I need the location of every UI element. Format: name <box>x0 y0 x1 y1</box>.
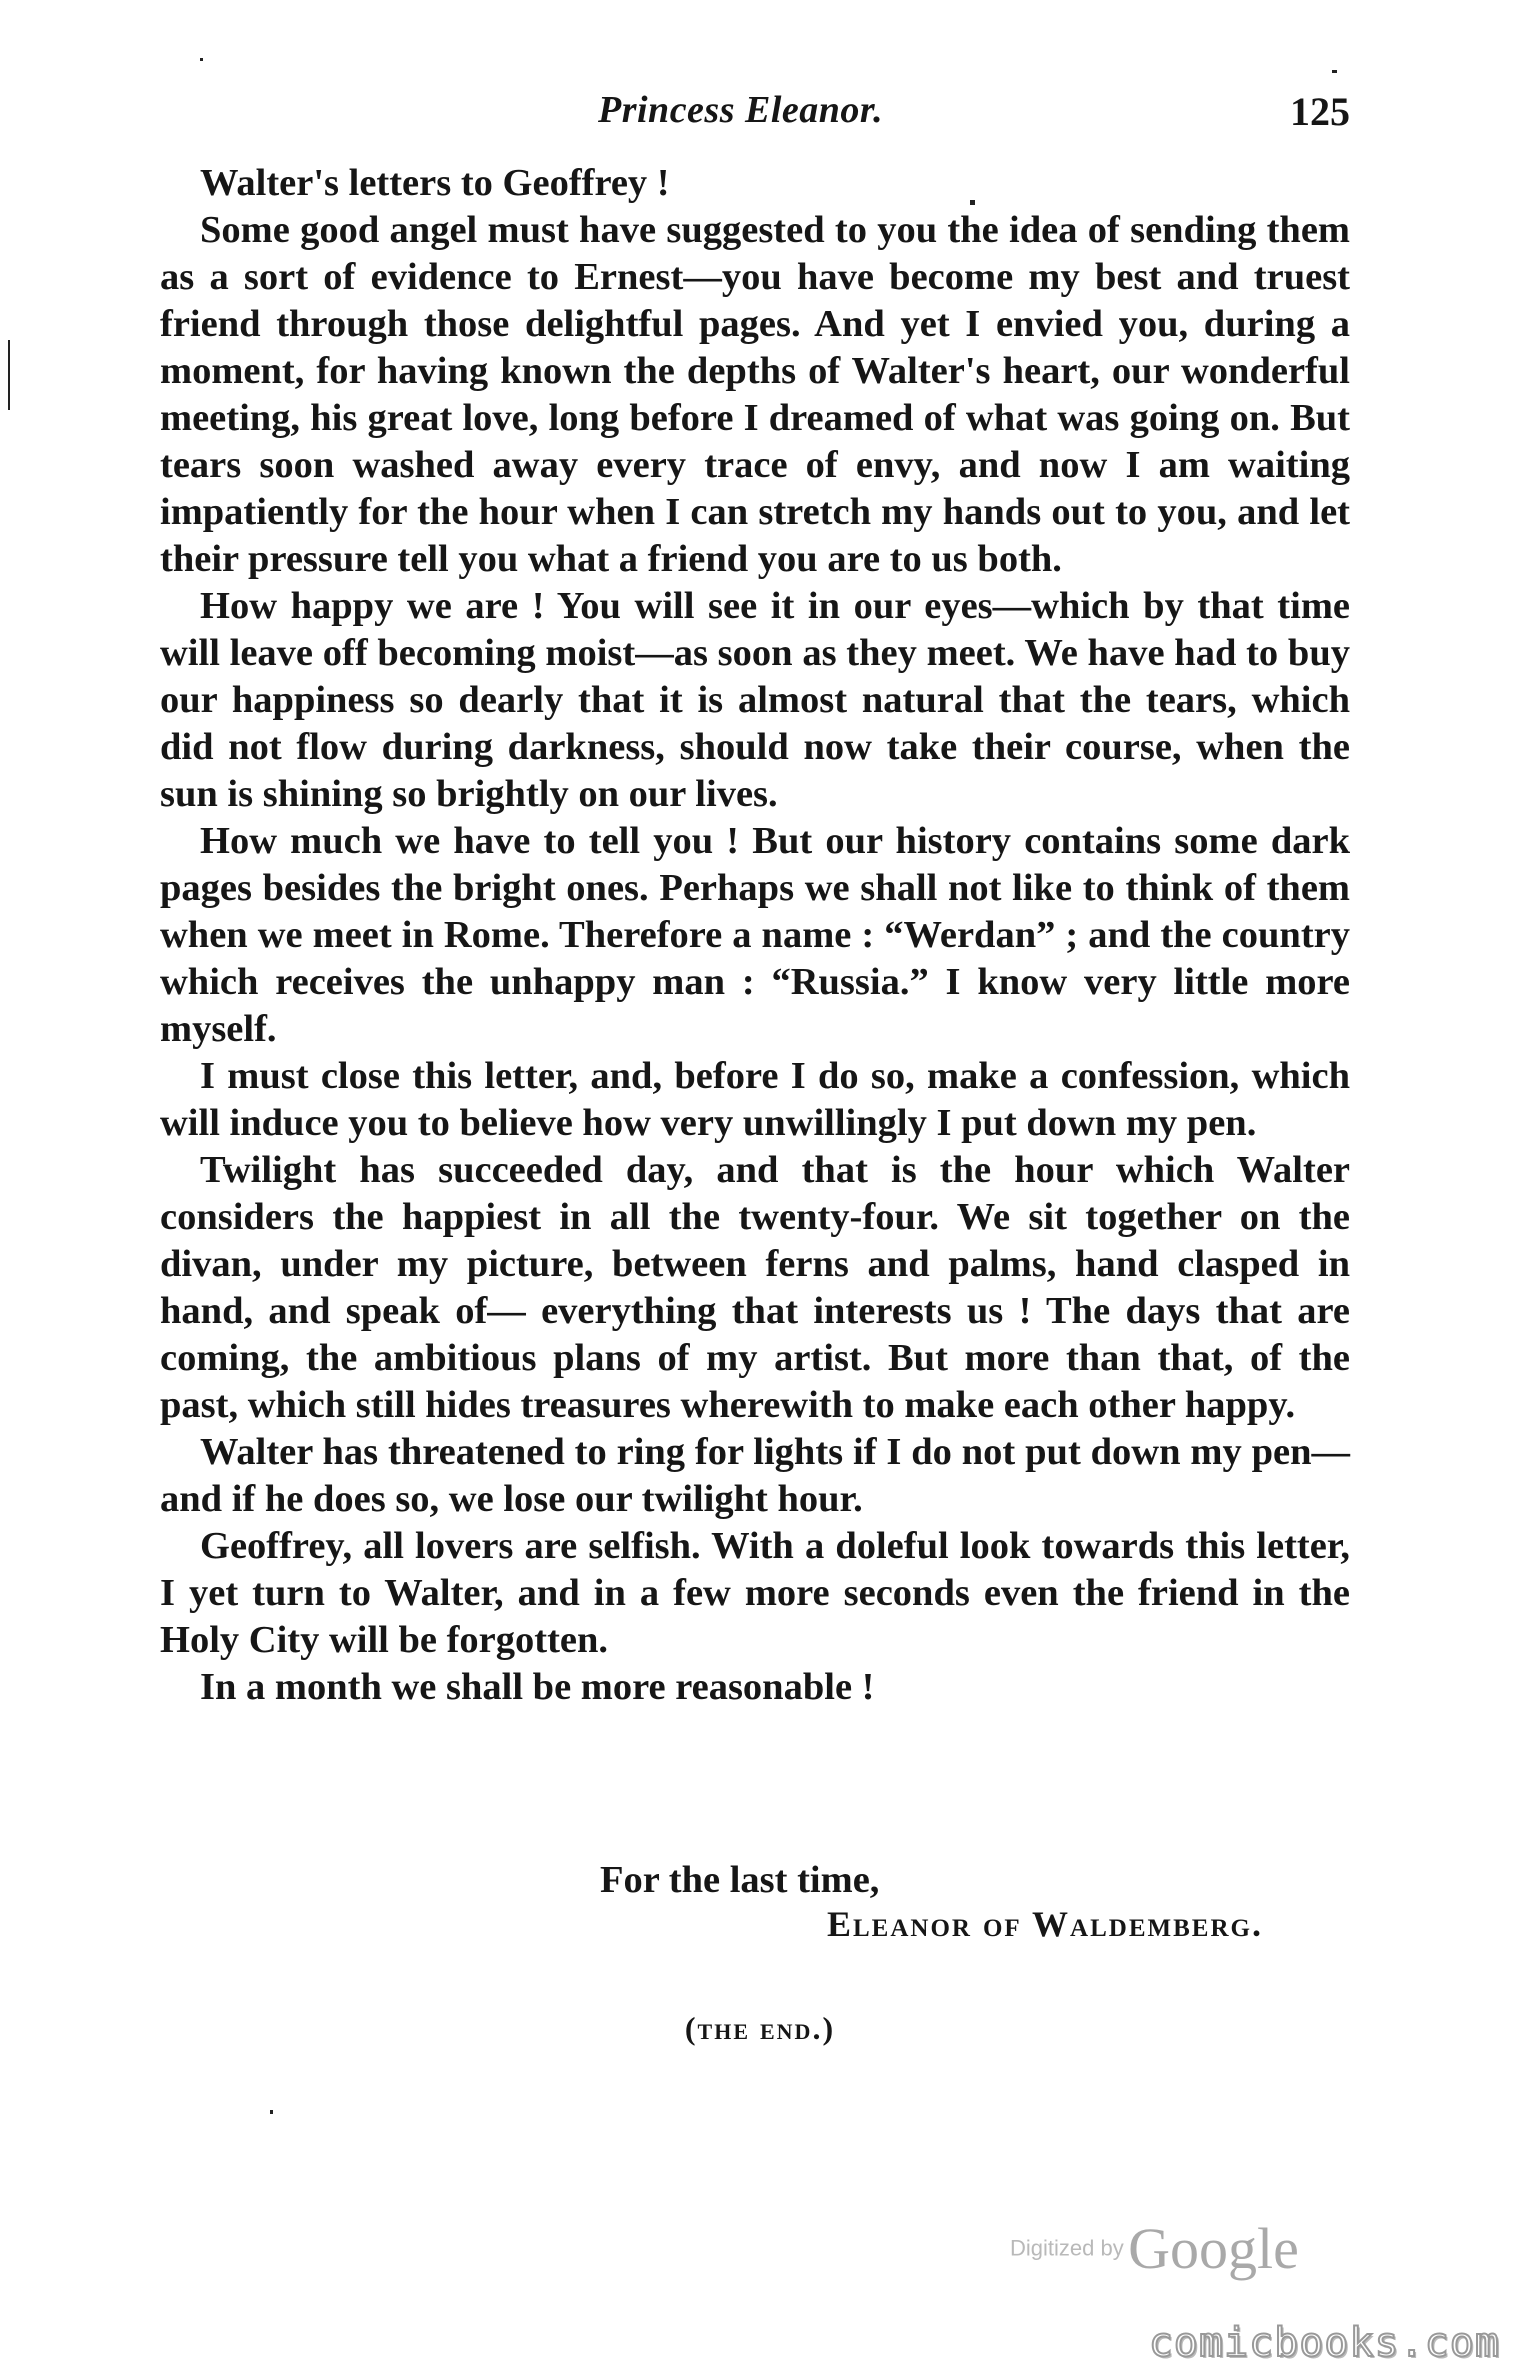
scan-speck <box>1332 70 1337 73</box>
page-header <box>160 88 1350 148</box>
signature: Eleanor of Waldemberg. <box>827 1904 1263 1944</box>
paragraph: How much we have to tell you ! But our history contains some dark pages besides the bright ones. Perhaps we shall not like to think of them when we meet in Rome. Therefore a name : “Werdan” ; and the country which receives the unhappy man : “Russia.” I know very little more myself. <box>160 820 1350 1050</box>
closing-line: For the last time, <box>600 1859 880 1901</box>
running-title: Princess Eleanor. <box>598 89 884 131</box>
paragraph: Walter's letters to Geoffrey ! <box>200 162 670 204</box>
scan-speck <box>200 58 203 61</box>
google-logo-text: Google <box>1128 2216 1299 2281</box>
scan-speck <box>8 340 10 410</box>
paragraph: How happy we are ! You will see it in our eyes—which by that time will leave off becoming moist—as soon as they meet. We have had to buy our happiness so dearly that it is almost natural that the tears, which did not flow during darkness, should now take their course, when the sun is shining so brightly on our lives. <box>160 585 1350 815</box>
digitized-by-label: Digitized by <box>1010 2235 1124 2261</box>
scan-speck <box>970 200 975 205</box>
end-mark: (the end.) <box>684 2010 836 2046</box>
scan-speck <box>270 2110 273 2114</box>
page-number: 125 <box>1290 89 1350 134</box>
letter-body <box>160 160 1350 1711</box>
paragraph: Twilight has succeeded day, and that is the hour which Walter considers the happiest in all the twenty-four. We sit together on the divan, under my picture, between ferns and palms, hand clasped in hand, and speak of— everything that interests us ! The days that are coming, the ambitious plans of my artist. But more than that, of the past, which still hides treasures wherewith to make each other happy. <box>160 1149 1350 1426</box>
paragraph: Geoffrey, all lovers are selfish. With a doleful look towards this letter, I yet turn to Walter, and in a few more seconds even the friend in the Holy City will be forgotten. <box>160 1525 1350 1661</box>
paragraph: Some good angel must have suggested to you the idea of sending them as a sort of evidence to Ernest—you have become my best and truest friend through those delightful pages. And yet I envied you, during a moment, for having known the depths of Walter's heart, our wonderful meeting, his great love, long before I dreamed of what was going on. But tears soon washed away every trace of envy, and now I am waiting impatiently for the hour when I can stretch my hands out to you, and let their pressure tell you what a friend you are to us both. <box>160 209 1350 580</box>
paragraph: I must close this letter, and, before I do so, make a confession, which will induce you to believe how very unwillingly I put down my pen. <box>160 1055 1350 1144</box>
site-watermark: comicbooks.com <box>1148 2320 1500 2366</box>
paragraph: In a month we shall be more reasonable ! <box>200 1666 875 1708</box>
google-watermark <box>1010 2215 1299 2282</box>
paragraph: Walter has threatened to ring for lights if I do not put down my pen—and if he does so, we lose our twilight hour. <box>160 1431 1350 1520</box>
